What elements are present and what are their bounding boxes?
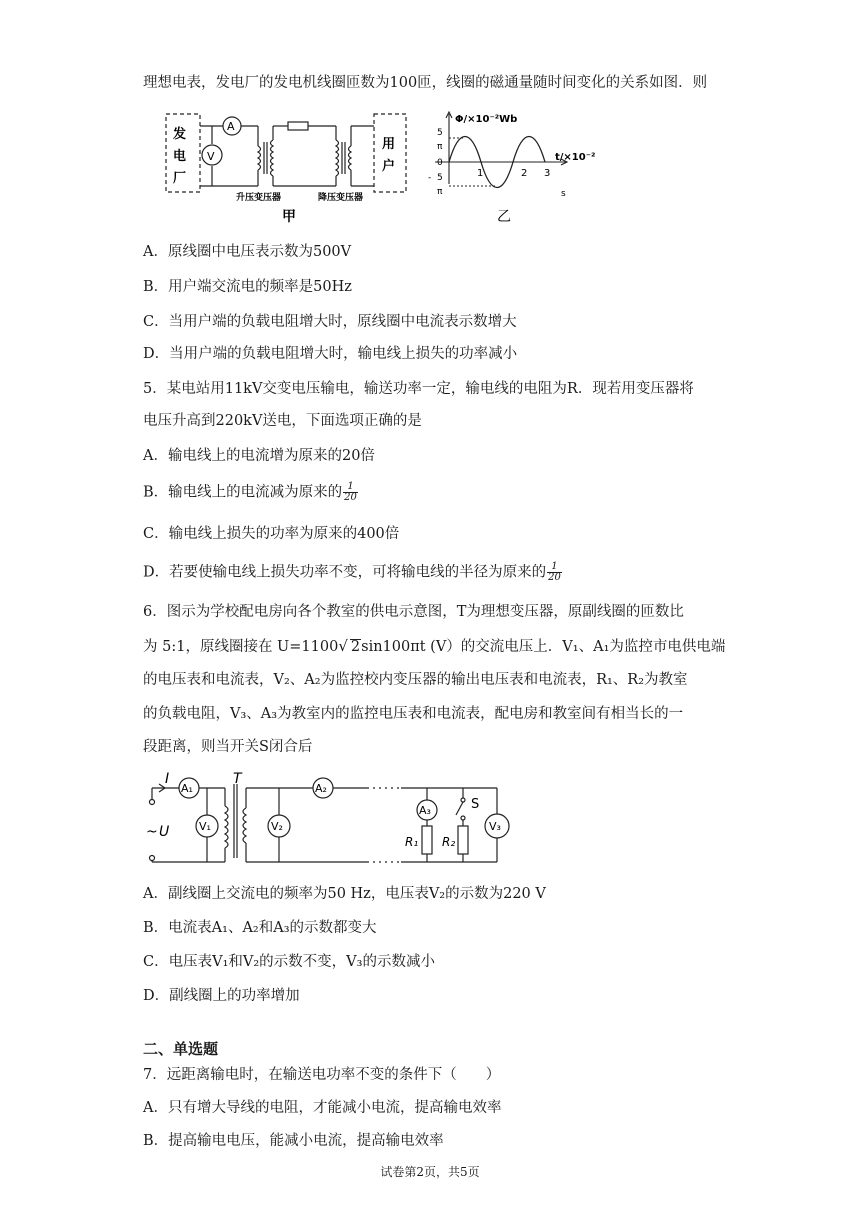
figure-flux-time-graph <box>425 108 605 226</box>
resistor-R1: R₁ <box>405 835 419 849</box>
user-label-1: 用 <box>382 137 396 152</box>
q7-option-a: A．只有增大导线的电阻，才能减小电流，提高输电效率 <box>143 1100 502 1116</box>
transformer-T-label: T <box>233 771 242 787</box>
sqrt-icon: √ <box>338 637 348 655</box>
question-4-stem-tail: 理想电表，发电厂的发电机线圈匝数为100匝，线圈的磁通量随时间变化的关系如图．则 <box>143 75 708 91</box>
q6-stem-line-4: 的负载电阻，V₃、A₃为教室内的监控电压表和电流表，配电房和教室间有相当长的一 <box>143 706 684 722</box>
q5-option-a: A．输电线上的电流增为原来的20倍 <box>143 448 375 464</box>
q7-stem: 7．远距离输电时，在输送电功率不变的条件下（ ） <box>143 1067 501 1083</box>
q6-stem-line-2: 为 5:1，原线圈接在 U=1100√ 2sin100πt (V）的交流电压上．V₁、A₁为监控市电供电端 <box>143 637 726 655</box>
q5-stem-line-2: 电压升高到220kV送电，下面选项正确的是 <box>143 413 422 429</box>
switch-S: S <box>471 797 480 812</box>
graph-xtick-3: 3 <box>544 168 551 179</box>
figure-power-transmission-circuit <box>160 108 410 226</box>
graph-y-label: Φ/×10⁻²Wb <box>455 114 518 125</box>
caption-yi: 乙 <box>497 209 511 225</box>
graph-tick-pos-den: π <box>437 142 443 152</box>
ammeter-symbol: A <box>227 120 235 133</box>
graph-x-label: t/×10⁻² <box>555 152 596 163</box>
ammeter-A2: A₂ <box>315 782 327 795</box>
step-down-label: 降压变压器 <box>318 193 364 203</box>
q5-option-b-text: B．输电线上的电流减为原来的 <box>143 484 343 501</box>
q4-option-d: D．当用户端的负载电阻增大时，输电线上损失的功率减小 <box>143 346 518 362</box>
fraction-one-twentieth-d: $\frac{1}{20}$ <box>548 561 561 583</box>
q6-option-b: B．电流表A₁、A₂和A₃的示数都变大 <box>143 920 377 936</box>
ac-source-icon: ~ <box>146 824 158 840</box>
graph-tick-neg-den: π <box>437 187 443 197</box>
user-label-2: 户 <box>382 159 396 174</box>
q5-option-d <box>143 562 562 583</box>
ammeter-A3: A₃ <box>419 804 431 817</box>
voltmeter-V3: V₃ <box>489 820 501 833</box>
resistor-R2: R₂ <box>442 835 456 849</box>
current-I-label: I <box>165 771 170 787</box>
plant-label-3: 厂 <box>173 171 187 186</box>
graph-x-unit: s <box>561 189 566 199</box>
graph-tick-neg-num: 5 <box>437 173 443 183</box>
voltmeter-V1: V₁ <box>199 820 211 833</box>
graph-xtick-2: 2 <box>521 168 528 179</box>
graph-tick-neg-sign: - <box>428 173 432 183</box>
q6-stem-line-1: 6．图示为学校配电房向各个教室的供电示意图，T为理想变压器，原副线圈的匝数比 <box>143 604 684 620</box>
step-up-label: 升压变压器 <box>236 193 282 203</box>
fraction-one-twentieth: $\frac{1}{20}$ <box>344 481 357 503</box>
q6-option-a: A．副线圈上交流电的频率为50 Hz，电压表V₂的示数为220 V <box>143 886 546 902</box>
q7-option-b: B．提高输电电压，能减小电流，提高输电效率 <box>143 1133 444 1149</box>
graph-origin: 0 <box>437 158 443 168</box>
q5-option-d-text: D．若要使输电线上损失功率不变，可将输电线的半径为原来的 <box>143 564 547 581</box>
q5-stem-line-1: 5．某电站用11kV交变电压输电，输送功率一定，输电线的电阻为R．现若用变压器将 <box>143 381 694 397</box>
plant-label-1: 发 <box>173 127 187 142</box>
plant-label-2: 电 <box>173 149 187 164</box>
q5-option-c: C．输电线上损失的功率为原来的400倍 <box>143 526 400 542</box>
section-heading: 二、单选题 <box>143 1040 219 1058</box>
sqrt-radicand: 2 <box>350 639 361 655</box>
q6-stem-line-3: 的电压表和电流表，V₂、A₂为监控校内变压器的输出电压表和电流表，R₁、R₂为教室 <box>143 672 688 688</box>
voltage-U-label: U <box>159 824 170 840</box>
q6-stem-line-5: 段距离，则当开关S闭合后 <box>143 739 313 755</box>
q6-option-d: D．副线圈上的功率增加 <box>143 988 300 1004</box>
q4-option-a: A．原线圈中电压表示数为500V <box>143 244 352 260</box>
q4-option-b: B．用户端交流电的频率是50Hz <box>143 279 352 295</box>
q4-option-c: C．当用户端的负载电阻增大时，原线圈中电流表示数增大 <box>143 314 517 330</box>
figure-school-distribution-circuit <box>145 770 525 870</box>
page-footer: 试卷第2页，共5页 <box>380 1165 480 1179</box>
q6-option-c: C．电压表V₁和V₂的示数不变，V₃的示数减小 <box>143 954 435 970</box>
voltmeter-symbol: V <box>207 150 215 163</box>
graph-tick-pos-num: 5 <box>437 128 443 138</box>
voltmeter-V2: V₂ <box>271 820 283 833</box>
caption-jia: 甲 <box>282 209 296 225</box>
q5-option-b <box>143 482 358 503</box>
ammeter-A1: A₁ <box>181 782 193 795</box>
graph-xtick-1: 1 <box>477 168 484 179</box>
